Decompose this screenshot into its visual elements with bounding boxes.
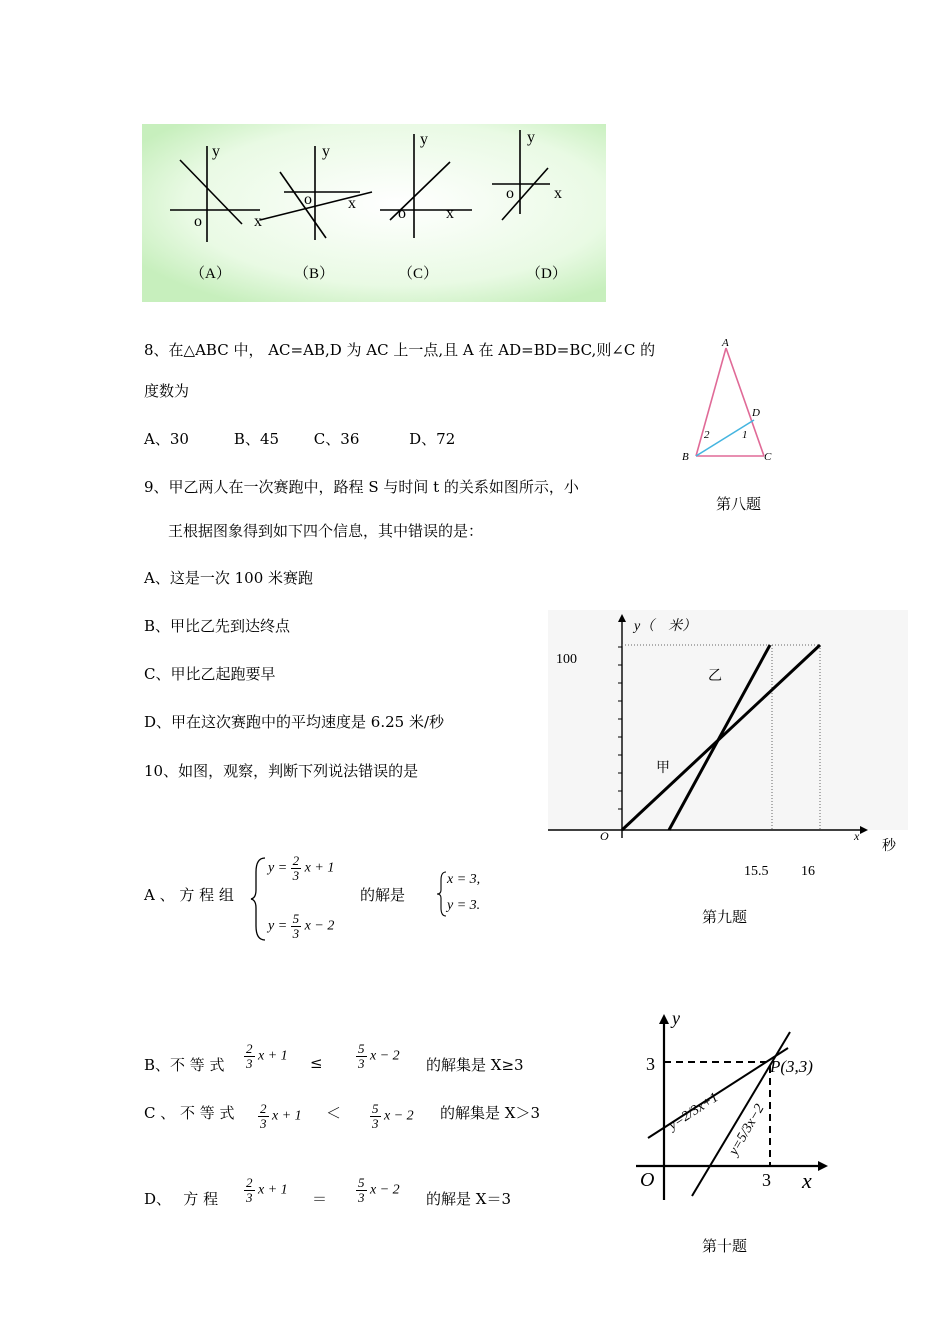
q10-fig-3x: 3 — [762, 1170, 771, 1190]
q9-line2: 王根据图象得到如下四个信息，其中错误的是： — [168, 522, 484, 540]
q10-caption: 第十题 — [702, 1237, 748, 1255]
q8-triangle-figure — [676, 334, 776, 470]
q7-label-a: （A） — [190, 266, 231, 282]
q10-fig-line2-label: y=5/3x−2 — [726, 1101, 768, 1158]
q9-caption: 第九题 — [702, 908, 748, 926]
q9-origin: O — [600, 829, 609, 843]
q10-sol2: y = 3. — [447, 898, 481, 913]
q7-label-d: （D） — [526, 266, 567, 282]
q10-fig-line1-label: y=2/3x+1 — [666, 1090, 722, 1134]
q10-opt-d-right: $\frac{5}{3}$ x − 2 — [358, 1175, 400, 1205]
q9-x-tick-16: 16 — [801, 864, 815, 879]
q10-figure — [624, 1010, 834, 1212]
q8-label-b: B — [682, 451, 689, 463]
q7a-o: o — [194, 213, 202, 230]
q10-opt-b-prefix: B、不 等 式 — [144, 1056, 225, 1074]
q10-eq2: y = $\frac{5}{3}$ x − 2 — [268, 911, 335, 941]
q9-series-jia: 甲 — [656, 761, 670, 776]
q10-fig-origin: O — [640, 1169, 655, 1191]
q9-x-tick-15-5: 15.5 — [744, 864, 769, 879]
q9-opt-b: B、甲比乙先到达终点 — [144, 617, 291, 635]
q7d-y: y — [527, 129, 535, 146]
q7c-y: y — [420, 131, 428, 148]
q10-fig-x: x — [802, 1168, 812, 1193]
q10-fig-3y: 3 — [646, 1054, 655, 1074]
q9-opt-c: C、甲比乙起跑要早 — [144, 665, 276, 683]
q10-fig-y: y — [672, 1010, 680, 1028]
q7-graphs-panel — [142, 124, 606, 302]
q7a-y: y — [212, 143, 220, 160]
q8-caption: 第八题 — [716, 495, 762, 513]
q9-line1: 9、甲乙两人在一次赛跑中，路程 S 与时间 t 的关系如图所示，小 — [144, 478, 579, 496]
q8-options: A、30 B、45 C、36 D、72 — [144, 430, 456, 448]
q10-opt-c-left: $\frac{2}{3}$ x + 1 — [260, 1101, 302, 1131]
q9-x-axis: x — [854, 829, 860, 843]
q10-system-brace — [250, 856, 268, 946]
q7b-x: x — [348, 195, 356, 212]
q10-opt-b-suffix: 的解集是 X≥3 — [426, 1056, 524, 1074]
q10-opt-c-sym: ＜ — [326, 1104, 342, 1122]
q10-opt-d-suffix: 的解是 X＝3 — [426, 1190, 511, 1208]
q9-opt-a: A、这是一次 100 米赛跑 — [144, 569, 313, 587]
q8-label-1: 1 — [742, 429, 748, 441]
q10-opt-c-prefix: C 、 不 等 式 — [144, 1104, 235, 1122]
q10-opt-b-right: $\frac{5}{3}$ x − 2 — [358, 1041, 400, 1071]
q10-opt-c-suffix: 的解集是 X＞3 — [440, 1104, 540, 1122]
q10-opt-d-prefix: D、 方 程 — [144, 1190, 219, 1208]
q7b-y: y — [322, 143, 330, 160]
q9-race-chart — [548, 610, 908, 889]
q10-opt-b-left: $\frac{2}{3}$ x + 1 — [246, 1041, 288, 1071]
q10-fig-p: P(3,3) — [770, 1057, 813, 1076]
q7a-x: x — [254, 213, 262, 230]
q10-eq1: y = $\frac{2}{3}$ x + 1 — [268, 853, 335, 883]
q7c-o: o — [398, 205, 406, 222]
q9-series-yi: 乙 — [708, 669, 722, 684]
q8-label-a: A — [722, 337, 729, 349]
q7d-x: x — [554, 185, 562, 202]
q8-label-d: D — [752, 407, 760, 419]
q8-line1: 8、在△ABC 中， AC=AB,D 为 AC 上一点,且 A 在 AD=BD=BC,则∠C 的 — [144, 341, 656, 359]
q9-y-label: y（ 米） — [634, 619, 697, 634]
q8-label-2: 2 — [704, 429, 710, 441]
q10-opt-b-sym: ≤ — [310, 1054, 323, 1072]
q7-graphs — [142, 124, 606, 302]
q7b-o: o — [304, 191, 312, 208]
q10-opt-d-sym: ＝ — [312, 1190, 328, 1208]
q8-label-c: C — [764, 451, 772, 463]
q7-label-c: （C） — [398, 266, 439, 282]
q9-x-unit: 秒 — [882, 839, 896, 854]
q7d-o: o — [506, 185, 514, 202]
q7-label-b: （B） — [294, 266, 335, 282]
q9-opt-d: D、甲在这次赛跑中的平均速度是 6.25 米/秒 — [144, 713, 445, 731]
q10-opt-a-prefix: A 、 方 程 组 — [144, 886, 234, 904]
q10-eq1-frac: $\frac{2}{3}$ — [292, 853, 300, 883]
q10-opt-c-right: $\frac{5}{3}$ x − 2 — [372, 1101, 414, 1131]
q8-line2: 度数为 — [144, 382, 190, 400]
q7c-x: x — [446, 205, 454, 222]
q10-opt-a-suffix: 的解是 — [360, 886, 406, 904]
q9-y-tick-100: 100 — [556, 652, 577, 667]
q10-opt-d-left: $\frac{2}{3}$ x + 1 — [246, 1175, 288, 1205]
q10-eq2-frac: $\frac{5}{3}$ — [292, 911, 300, 941]
q10-line1: 10、如图，观察，判断下列说法错误的是 — [144, 762, 419, 780]
q10-sol1: x = 3, — [447, 872, 481, 887]
